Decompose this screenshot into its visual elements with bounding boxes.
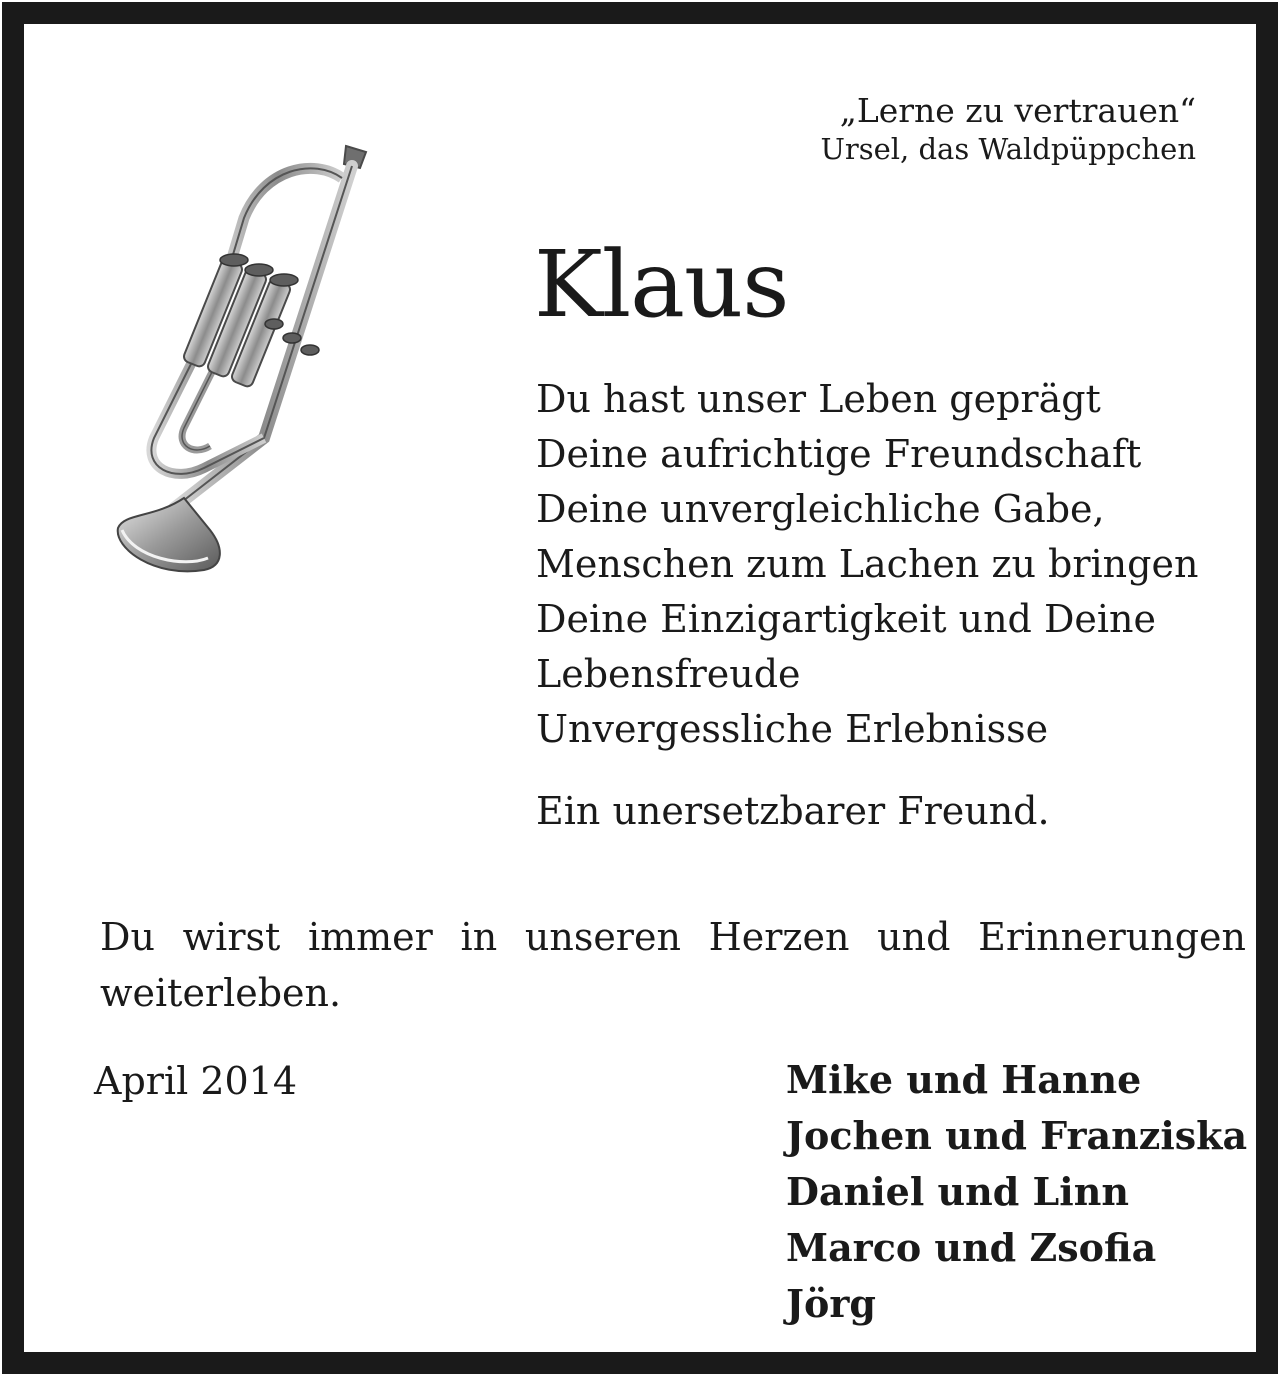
poem-line: Unvergessliche Erlebnisse <box>536 707 1049 751</box>
date: April 2014 <box>94 1059 298 1103</box>
signer: Mike und Hanne <box>786 1057 1142 1102</box>
poem-line: Du hast unser Leben geprägt <box>536 377 1101 421</box>
motto-attribution: Ursel, das Waldpüppchen <box>820 132 1196 167</box>
trumpet-icon <box>114 138 384 588</box>
signers <box>786 1052 1247 1332</box>
poem-line: Deine aufrichtige Freundschaft <box>536 432 1142 476</box>
signer: Daniel und Linn <box>786 1169 1129 1214</box>
poem-closing: Ein unersetzbarer Freund. <box>536 789 1050 833</box>
poem-line: Deine unvergleichliche Gabe, <box>536 487 1105 531</box>
motto <box>820 90 1196 168</box>
deceased-name: Klaus <box>534 231 789 338</box>
signer: Jörg <box>786 1281 876 1326</box>
poem-line: Deine Einzigartigkeit und Deine <box>536 597 1157 641</box>
poem-line: Lebensfreude <box>536 652 801 696</box>
poem <box>536 372 1256 757</box>
memorial-message: Du wirst immer in unseren Herzen und Erinnerungen weiterleben. <box>100 915 1246 1015</box>
obituary-frame <box>2 2 1278 1374</box>
motto-quote: „Lerne zu vertrauen“ <box>839 91 1196 130</box>
poem-line: Menschen zum Lachen zu bringen <box>536 542 1199 586</box>
signer: Jochen und Franziska <box>786 1113 1248 1158</box>
signer: Marco und Zsofia <box>786 1225 1157 1270</box>
